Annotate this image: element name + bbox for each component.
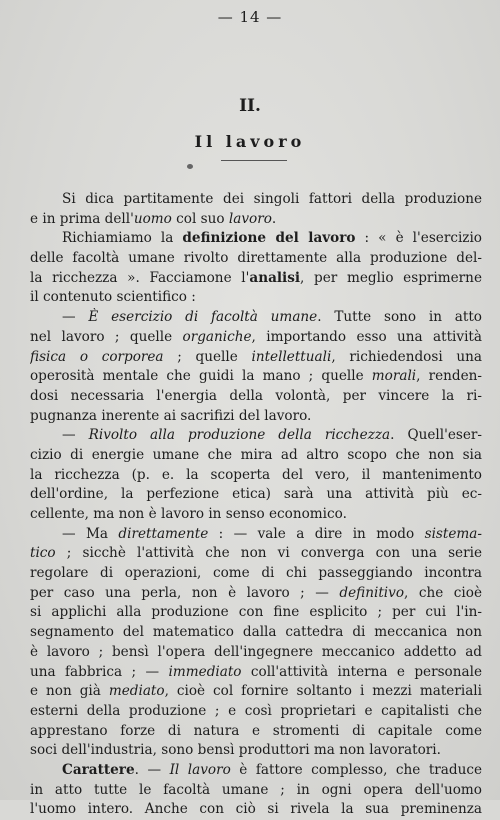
text-line: dosi necessaria l'energia della volontà, per vincere la ri- [30,387,482,404]
chapter-title: Il lavoro [194,132,306,151]
text-line: — È esercizio di facoltà umane. Tutte sono in atto [62,309,482,326]
text-line: esterni della produzione ; e così proprietari e capitalisti che [30,702,482,719]
text-line: l'uomo intero. Anche con ciò si rivela la sua preminenza [30,801,482,818]
text-line: Carattere. — Il lavoro è fattore complesso, che traduce [62,761,482,778]
text-line: pugnanza inerente ai sacrifizi del lavoro. [30,407,312,424]
title-divider [221,160,287,161]
text-line: Richiamiamo la definizione del lavoro : « è l'esercizio [62,230,482,247]
text-line: il contenuto scientifico : [30,289,196,306]
text-line: è lavoro ; bensì l'opera dell'ingegnere meccanico addetto ad [30,643,482,660]
text-line: la ricchezza ». Facciamone l'analisi, per meglio esprimerne [30,269,482,286]
text-line: una fabbrica ; — immediato coll'attività interna e personale [30,663,482,680]
chapter-number: II. [239,96,261,116]
text-line: segnamento del matematico dalla cattedra di meccanica non [30,624,482,641]
text-line: delle facoltà umane rivolto direttamente alla produzione del- [30,250,482,267]
text-line: fisica o corporea ; quelle intellettuali, richiedendosi una [30,348,482,365]
text-line: cizio di energie umane che mira ad altro scopo che non sia [30,446,482,463]
text-line: — Rivolto alla produzione della ricchezza. Quell'eser- [62,427,482,444]
text-line: per caso una perla, non è lavoro ; — definitivo, che cioè [30,584,482,601]
text-line: soci dell'industria, sono bensì produttori ma non lavoratori. [30,742,441,759]
text-line: si applichi alla produzione con fine esplicito ; per cui l'in- [30,604,482,621]
text-line: Si dica partitamente dei singoli fattori della produzione [62,191,482,207]
text-line: dell'ordine, la perfezione etica) sarà una attività più ec- [30,486,482,503]
page-number: — 14 — [217,8,283,26]
text-line: nel lavoro ; quelle organiche, importando esso una attività [30,328,482,345]
text-line: — Ma direttamente : — vale a dire in modo sistema- [62,525,482,542]
text-line: e non già mediato, cioè col fornire soltanto i mezzi materiali [30,683,482,700]
body-text [30,190,482,820]
ink-blot [187,164,193,169]
text-line: regolare di operazioni, come di chi passeggiando incontra [30,565,482,582]
text-line: apprestano forze di natura e stromenti di capitale come [30,722,482,739]
text-line: in atto tutte le facoltà umane ; in ogni opera dell'uomo [30,781,482,798]
text-line: tico ; sicchè l'attività che non vi converga con una serie [30,545,482,562]
text-line: cellente, ma non è lavoro in senso economico. [30,506,347,522]
text-line: la ricchezza (p. e. la scoperta del vero, il mantenimento [30,466,482,483]
text-line: operosità mentale che guidi la mano ; quelle morali, renden- [30,368,482,385]
text-line: e in prima dell'uomo col suo lavoro. [30,210,277,227]
